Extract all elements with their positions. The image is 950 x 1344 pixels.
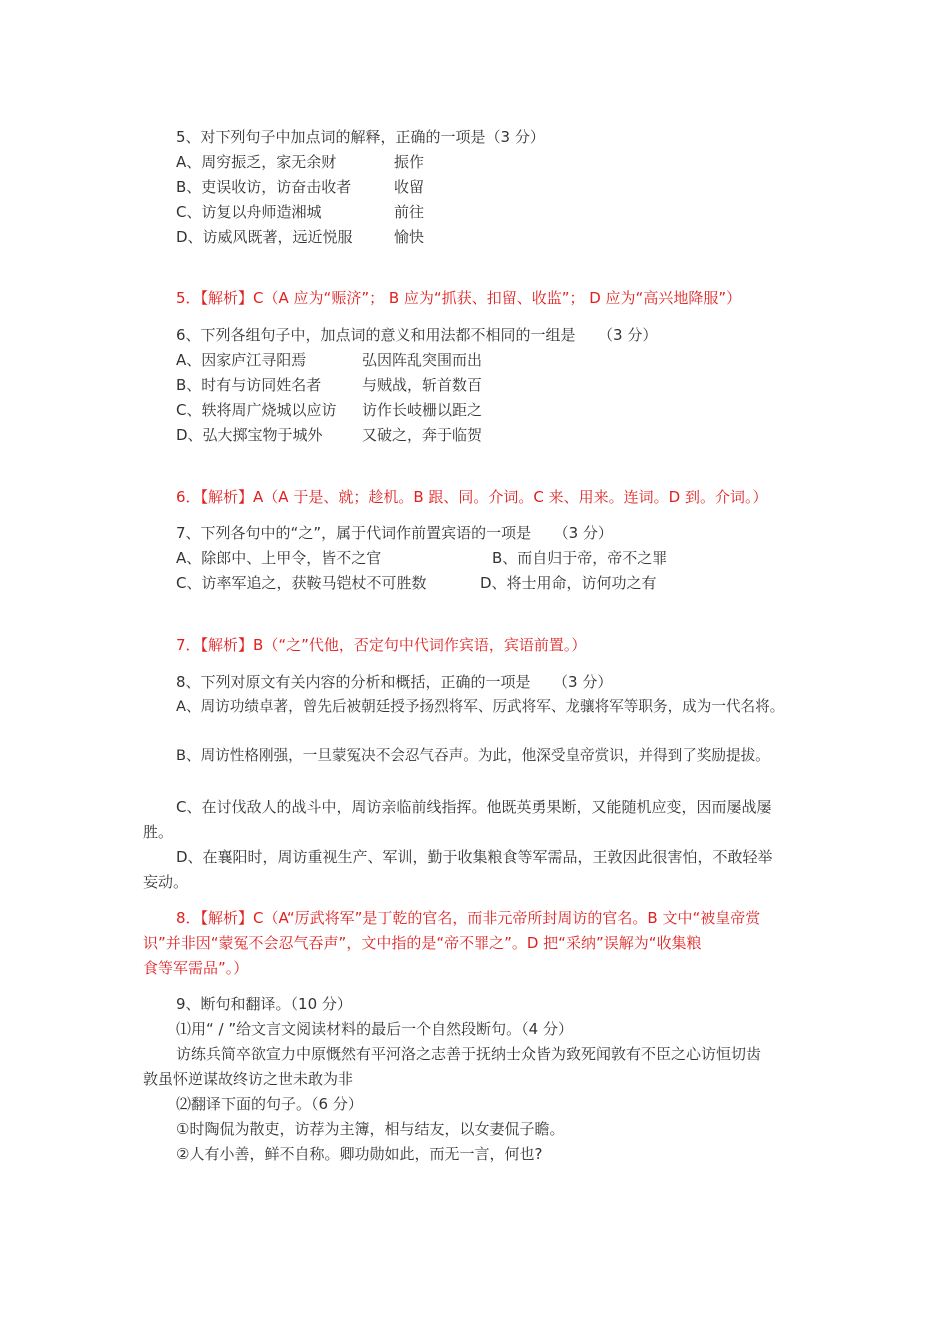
q5-option-c-gloss: 前往 (394, 203, 425, 221)
q8-option-d-line2: 妄动。 (143, 873, 189, 891)
q7-option-b: B、而自归于帝，帝不之罪 (492, 549, 668, 567)
q8-stem: 8、下列对原文有关内容的分析和概括，正确的一项是 （3 分） (176, 673, 613, 691)
q6-analysis: 6．【解析】A（A 于是、就；趁机。B 跟、同。介词。C 来、用来。连词。D 到。介词。） (176, 488, 768, 506)
q5-option-a: A、周穷振乏，家无余财 (176, 153, 337, 171)
q8-option-c-line2: 胜。 (143, 823, 174, 841)
q8-analysis-line2: 识”并非因“蒙冤不会忍气吞声”，文中指的是“帝不罪之”。D 把“采纳”误解为“收集粮 (143, 934, 702, 952)
q9-passage-line1: 访练兵简卒欲宣力中原慨然有平河洛之志善于抚纳士众皆为致死闻敦有不臣之心访恒切齿 (176, 1045, 762, 1063)
q5-option-a-gloss: 振作 (394, 153, 425, 171)
q9-translate-1: ①时陶侃为散吏，访荐为主簿，相与结友，以女妻侃子瞻。 (176, 1120, 565, 1138)
q8-analysis-line3: 食等军需品”。） (143, 959, 249, 977)
q7-option-c: C、访率军追之，获鞍马铠杖不可胜数 (176, 574, 427, 592)
q7-option-a: A、除郎中、上甲令，皆不之官 (176, 549, 382, 567)
q9-passage-line2: 敦虽怀逆谋故终访之世未敢为非 (143, 1070, 354, 1088)
q8-option-a: A、周访功绩卓著，曾先后被朝廷授予扬烈将军、厉武将军、龙骧将军等职务，成为一代名将。 (176, 698, 785, 715)
q8-option-d-line1: D、在襄阳时，周访重视生产、军训，勤于收集粮食等军需品，王敦因此很害怕，不敢轻举 (176, 848, 773, 866)
q8-option-b: B、周访性格刚强，一旦蒙冤决不会忍气吞声。为此，他深受皇帝赏识，并得到了奖励提拔。 (176, 747, 770, 764)
q5-stem: 5、对下列句子中加点词的解释，正确的一项是（3 分） (176, 128, 545, 146)
q5-option-c: C、访复以舟师造湘城 (176, 203, 322, 221)
q6-option-d-gloss: 又破之，奔于临贺 (362, 426, 483, 444)
q9-sub1: ⑴用“ / ”给文言文阅读材料的最后一个自然段断句。（4 分） (176, 1020, 573, 1038)
q9-translate-2: ②人有小善，鲜不自称。卿功勋如此，而无一言，何也? (176, 1145, 543, 1163)
q7-option-d: D、将士用命，访何功之有 (480, 574, 657, 592)
q5-option-b-gloss: 收留 (394, 178, 425, 196)
q9-sub2: ⑵翻译下面的句子。（6 分） (176, 1095, 363, 1113)
q6-option-c: C、轶将周广烧城以应访 (176, 401, 337, 419)
q8-analysis-line1: 8．【解析】C（A“厉武将军”是丁乾的官名，而非元帝所封周访的官名。B 文中“被皇帝赏 (176, 909, 761, 927)
q6-option-b: B、时有与访同姓名者 (176, 376, 322, 394)
q7-stem: 7、下列各句中的“之”，属于代词作前置宾语的一项是 （3 分） (176, 524, 613, 542)
q6-option-d: D、弘大掷宝物于城外 (176, 426, 323, 444)
q6-option-a-gloss: 弘因阵乱突围而出 (362, 351, 483, 369)
q9-stem: 9、断句和翻译。（10 分） (176, 995, 352, 1013)
q5-option-b: B、吏误收访，访奋击收者 (176, 178, 352, 196)
q5-option-d: D、访威风既著，远近悦服 (176, 228, 353, 246)
q5-option-d-gloss: 愉快 (394, 228, 425, 246)
q6-option-b-gloss: 与贼战，斩首数百 (362, 376, 483, 394)
q6-option-c-gloss: 访作长岐栅以距之 (362, 401, 483, 419)
q5-analysis: 5．【解析】C（A 应为“赈济”； B 应为“抓获、扣留、收监”； D 应为“高兴地降服”） (176, 289, 742, 307)
q6-option-a: A、因家庐江寻阳焉 (176, 351, 307, 369)
q7-analysis: 7．【解析】B（“之”代他，否定句中代词作宾语，宾语前置。） (176, 636, 587, 654)
q8-option-c-line1: C、在讨伐敌人的战斗中，周访亲临前线指挥。他既英勇果断，又能随机应变，因而屡战屡 (176, 798, 772, 816)
q6-stem: 6、下列各组句子中，加点词的意义和用法都不相同的一组是 （3 分） (176, 326, 658, 344)
